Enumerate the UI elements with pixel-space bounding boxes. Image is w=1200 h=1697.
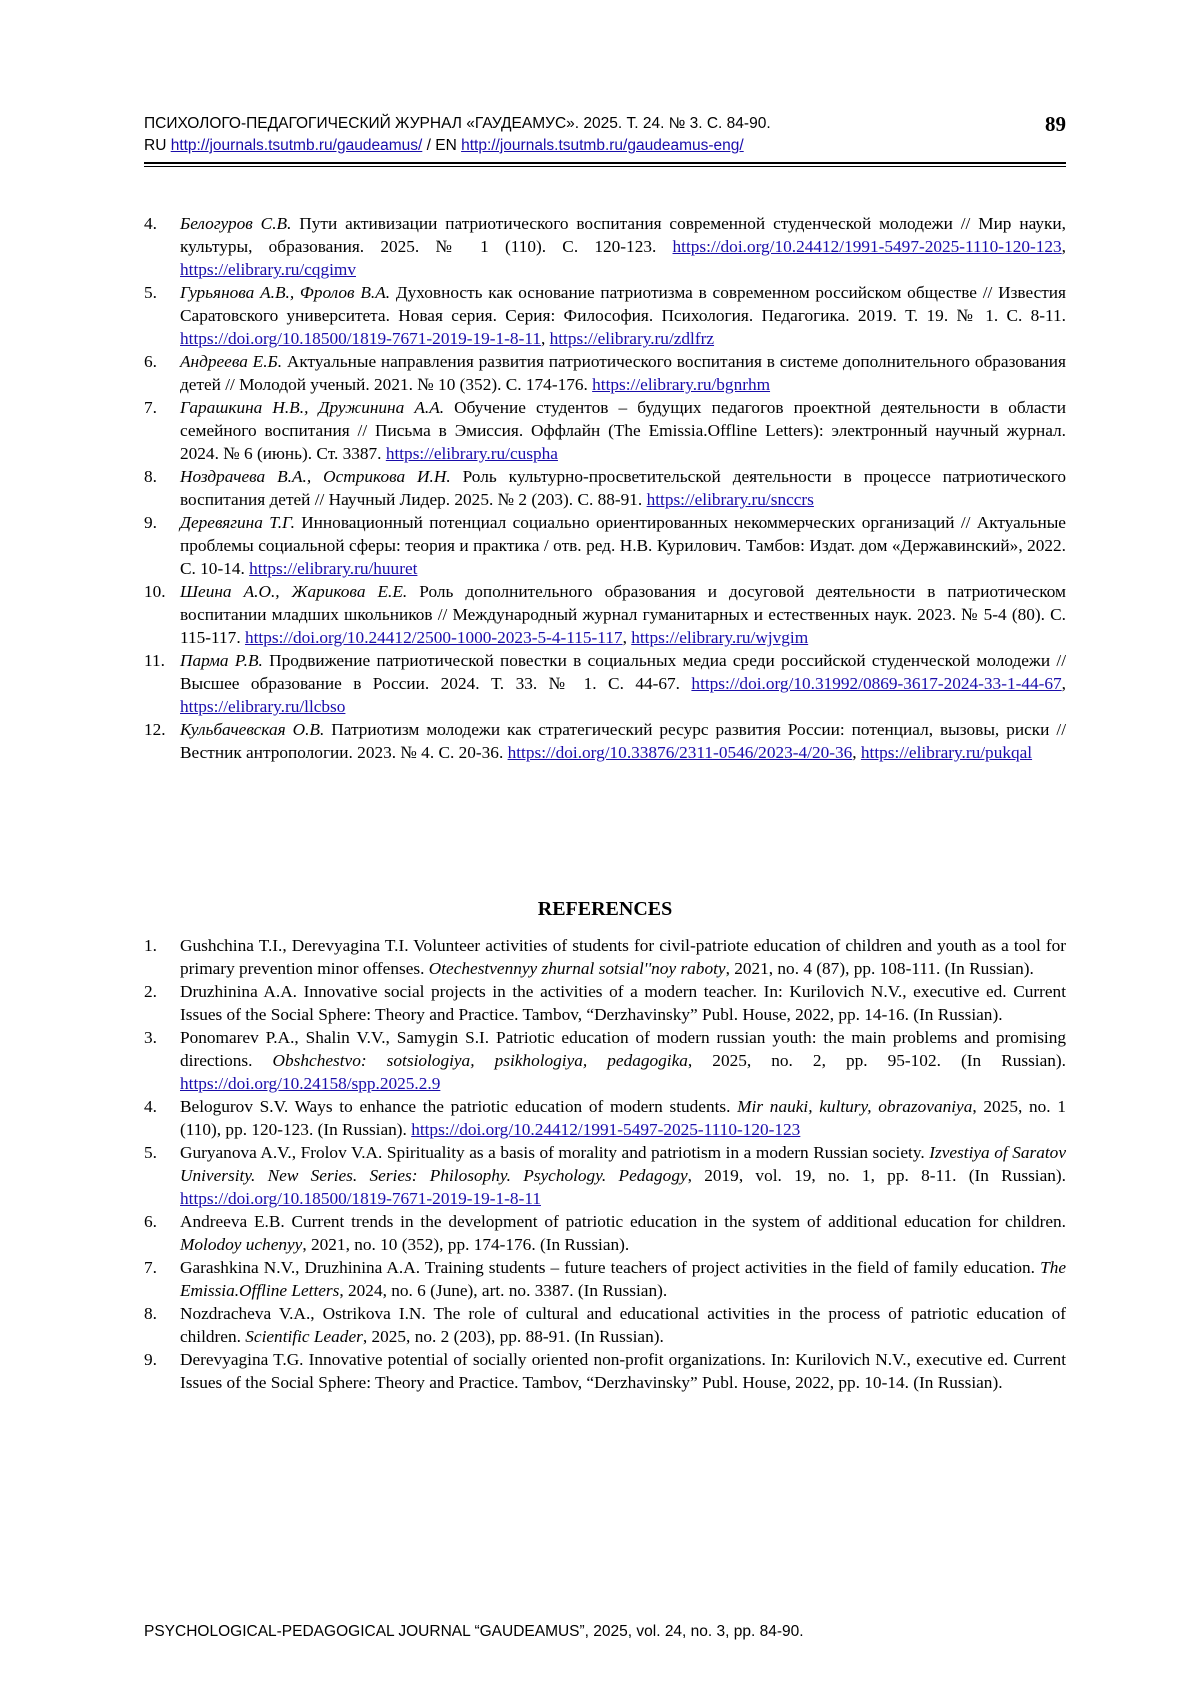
reference-number: 10.	[144, 582, 166, 601]
elibrary-link[interactable]: https://elibrary.ru/cuspha	[385, 444, 558, 463]
reference-number: 4.	[144, 214, 157, 233]
reference-item	[144, 350, 1066, 396]
reference-text: Belogurov S.V. Ways to enhance the patriotic education of modern students.	[180, 1097, 738, 1116]
reference-item	[144, 718, 1066, 764]
doi-link[interactable]: https://doi.org/10.24158/spp.2025.2.9	[180, 1074, 441, 1093]
en-label: EN	[435, 137, 457, 154]
reference-item	[144, 396, 1066, 465]
reference-authors: Гурьянова А.В., Фролов В.А.	[180, 283, 391, 302]
elibrary-link[interactable]: https://elibrary.ru/llcbso	[180, 697, 346, 716]
reference-number: 9.	[144, 1350, 157, 1369]
reference-text: Духовность как основание патриотизма в современном российском обществе // Известия Саратовского университета. Новая серия. Серия: Философия. Психология. Педагогика. 2019. Т. 19. № 1. С. 8-11.	[180, 283, 1066, 325]
reference-number: 11.	[144, 651, 165, 670]
reference-text: Пути активизации патриотического воспитания современной студенческой молодежи // Мир науки, культуры, образования. 2025. № 1 (110). С. 120-123.	[180, 214, 1066, 256]
elibrary-link[interactable]: https://elibrary.ru/snccrs	[646, 490, 814, 509]
journal-urls-line	[144, 135, 1066, 157]
reference-text: Роль дополнительного образования и досуговой деятельности в патриотическом воспитании младших школьников // Международный журнал гуманитарных и естественных наук. 2023. № 5-4 (80). С. 115-117.	[180, 582, 1066, 647]
reference-text: Gushchina T.I., Derevyagina T.I. Volunteer activities of students for civil-patriote education of children and youth as a tool for primary prevention minor offenses.	[180, 936, 1066, 978]
reference-item	[144, 511, 1066, 580]
reference-details: , 2025, no. 2 (203), pp. 88-91. (In Russian).	[362, 1327, 664, 1346]
reference-text: Актуальные направления развития патриотического воспитания в системе дополнительного образования детей // Молодой ученый. 2021. № 10 (352). С. 174-176.	[180, 352, 1066, 394]
reference-item	[144, 580, 1066, 649]
reference-item	[144, 1095, 1066, 1141]
reference-text: Derevyagina T.G. Innovative potential of socially oriented non-profit organizations. In: Kurilovich N.V., executive ed. Current Issues of the Social Sphere: Theory and Practice. Tambov, “Derzhavinsky” Publ. House, 2022, pp. 10-14. (In Russian).	[180, 1350, 1066, 1392]
url-separator: /	[426, 137, 431, 154]
reference-number: 12.	[144, 720, 166, 739]
reference-item	[144, 649, 1066, 718]
en-journal-link[interactable]: http://journals.tsutmb.ru/gaudeamus-eng/	[461, 137, 744, 154]
running-header	[144, 113, 1066, 161]
journal-title: Mir nauki, kultury, obrazovaniya	[737, 1097, 973, 1116]
journal-title: The Emissia.Offline Letters	[180, 1258, 1066, 1300]
link-separator: ,	[540, 329, 550, 348]
english-reference-list	[144, 934, 1066, 1394]
journal-title: Obshchestvo: sotsiologiya, psikhologiya, pedagogika	[272, 1051, 688, 1070]
journal-title: Scientific Leader	[245, 1327, 363, 1346]
reference-item	[144, 1348, 1066, 1394]
reference-number: 3.	[144, 1028, 157, 1047]
reference-authors: Парма Р.В.	[180, 651, 263, 670]
running-footer: PSYCHOLOGICAL-PEDAGOGICAL JOURNAL “GAUDEAMUS”, 2025, vol. 24, no. 3, pp. 84-90.	[144, 1623, 804, 1640]
reference-details: , 2025, no. 1 (110), pp. 120-123. (In Russian).	[180, 1097, 1066, 1139]
reference-text: Роль культурно-просветительской деятельности в процессе патриотического воспитания детей // Научный Лидер. 2025. № 2 (203). С. 88-91.	[180, 467, 1066, 509]
elibrary-link[interactable]: https://elibrary.ru/wjvgim	[631, 628, 809, 647]
reference-item	[144, 212, 1066, 281]
reference-number: 5.	[144, 283, 157, 302]
doi-link[interactable]: https://doi.org/10.24412/1991-5497-2025-1110-120-123	[411, 1120, 801, 1139]
reference-item	[144, 281, 1066, 350]
journal-title: Otechestvennyy zhurnal sotsial''noy raboty	[428, 959, 726, 978]
ru-journal-link[interactable]: http://journals.tsutmb.ru/gaudeamus/	[170, 137, 423, 154]
reference-authors: Ноздрачева В.А., Острикова И.Н.	[180, 467, 451, 486]
reference-number: 1.	[144, 936, 157, 955]
reference-text: Druzhinina A.A. Innovative social projects in the activities of a modern teacher. In: Kurilovich N.V., executive ed. Current Issues of the Social Sphere: Theory and Practice. Tambov, “Derzhavinsky” Publ. House, 2022, pp. 14-16. (In Russian).	[180, 982, 1066, 1024]
journal-title: Molodoy uchenyy	[180, 1235, 303, 1254]
reference-number: 9.	[144, 513, 157, 532]
ru-label: RU	[144, 137, 167, 154]
reference-item	[144, 1256, 1066, 1302]
elibrary-link[interactable]: https://elibrary.ru/cqgimv	[180, 260, 356, 279]
reference-details: , 2019, vol. 19, no. 1, pp. 8-11. (In Russian).	[687, 1166, 1066, 1185]
header-rule-thick	[144, 162, 1066, 164]
link-separator: ,	[852, 743, 861, 762]
journal-title: Izvestiya of Saratov University. New Series. Series: Philosophy. Psychology. Pedagogy	[180, 1143, 1066, 1185]
page-number: 89	[1045, 112, 1066, 136]
header-rule-thin	[144, 166, 1066, 167]
reference-item	[144, 1302, 1066, 1348]
reference-text: Продвижение патриотической повестки в социальных медиа среди российской студенческой молодежи // Высшее образование в России. 2024. Т. 33. № 1. С. 44-67.	[180, 651, 1066, 693]
reference-authors: Гарашкина Н.В., Дружинина А.А.	[180, 398, 445, 417]
reference-details: , 2021, no. 4 (87), pp. 108-111. (In Russian).	[725, 959, 1034, 978]
reference-authors: Андреева Е.Б.	[180, 352, 283, 371]
doi-link[interactable]: https://doi.org/10.33876/2311-0546/2023-4/20-36	[507, 743, 853, 762]
elibrary-link[interactable]: https://elibrary.ru/pukqal	[860, 743, 1033, 762]
reference-details: , 2025, no. 2, pp. 95-102. (In Russian).	[687, 1051, 1066, 1070]
references-heading: REFERENCES	[537, 898, 673, 920]
journal-title-line: ПСИХОЛОГО-ПЕДАГОГИЧЕСКИЙ ЖУРНАЛ «ГАУДЕАМУС». 2025. Т. 24. № 3. С. 84-90.	[144, 115, 771, 132]
reference-item	[144, 934, 1066, 980]
reference-text: Инновационный потенциал социально ориентированных некоммерческих организаций // Актуальные проблемы социальной сферы: теория и практика / отв. ред. Н.В. Курилович. Тамбов: Издат. дом «Державинский», 2022. С. 10-14.	[180, 513, 1066, 578]
reference-text: Патриотизм молодежи как стратегический ресурс развития России: потенциал, вызовы, риски // Вестник антропологии. 2023. № 4. С. 20-36.	[180, 720, 1067, 762]
reference-text: Ponomarev P.A., Shalin V.V., Samygin S.I. Patriotic education of modern russian youth: the main problems and promising directions.	[180, 1028, 1066, 1070]
link-separator: ,	[1061, 674, 1066, 693]
reference-item	[144, 1026, 1066, 1095]
reference-text: Nozdracheva V.A., Ostrikova I.N. The role of cultural and educational activities in the process of patriotic education of children.	[180, 1304, 1066, 1346]
elibrary-link[interactable]: https://elibrary.ru/zdlfrz	[549, 329, 715, 348]
reference-item	[144, 980, 1066, 1026]
reference-authors: Кульбачевская О.В.	[180, 720, 325, 739]
reference-number: 6.	[144, 352, 157, 371]
reference-number: 7.	[144, 1258, 157, 1277]
reference-number: 2.	[144, 982, 157, 1001]
link-separator: ,	[1061, 237, 1066, 256]
reference-number: 6.	[144, 1212, 157, 1231]
reference-text: Обучение студентов – будущих педагогов проектной деятельности в области семейного воспитания // Письма в Эмиссия. Оффлайн (The Emissia.Offline Letters): электронный научный журнал. 2024. № 6 (июнь). Ст. 3387.	[180, 398, 1066, 463]
reference-item	[144, 1210, 1066, 1256]
doi-link[interactable]: https://doi.org/10.18500/1819-7671-2019-19-1-8-11	[180, 1189, 541, 1208]
reference-number: 4.	[144, 1097, 157, 1116]
doi-link[interactable]: https://doi.org/10.24412/2500-1000-2023-5-4-115-117	[244, 628, 623, 647]
reference-details: , 2024, no. 6 (June), art. no. 3387. (In Russian).	[339, 1281, 668, 1300]
reference-text: Guryanova A.V., Frolov V.A. Spirituality as a basis of morality and patriotism in a modern Russian society.	[180, 1143, 930, 1162]
reference-authors: Деревягина Т.Г.	[180, 513, 295, 532]
doi-link[interactable]: https://doi.org/10.24412/1991-5497-2025-1110-120-123	[672, 237, 1062, 256]
reference-item	[144, 465, 1066, 511]
link-separator: ,	[622, 628, 632, 647]
reference-authors: Шеина А.О., Жарикова Е.Е.	[180, 582, 408, 601]
reference-number: 8.	[144, 467, 157, 486]
reference-authors: Белогуров С.В.	[180, 214, 292, 233]
reference-number: 5.	[144, 1143, 157, 1162]
doi-link[interactable]: https://doi.org/10.31992/0869-3617-2024-33-1-44-67	[691, 674, 1062, 693]
doi-link[interactable]: https://doi.org/10.18500/1819-7671-2019-19-1-8-11	[180, 329, 541, 348]
reference-text: Garashkina N.V., Druzhinina A.A. Training students – future teachers of project activities in the field of family education.	[180, 1258, 1041, 1277]
russian-reference-list	[144, 212, 1066, 764]
reference-details: , 2021, no. 10 (352), pp. 174-176. (In Russian).	[302, 1235, 630, 1254]
reference-number: 8.	[144, 1304, 157, 1323]
elibrary-link[interactable]: https://elibrary.ru/huuret	[249, 559, 418, 578]
reference-text: Andreeva E.B. Current trends in the development of patriotic education in the system of additional education for children.	[180, 1212, 1066, 1231]
elibrary-link[interactable]: https://elibrary.ru/bgnrhm	[592, 375, 771, 394]
reference-item	[144, 1141, 1066, 1210]
reference-number: 7.	[144, 398, 157, 417]
